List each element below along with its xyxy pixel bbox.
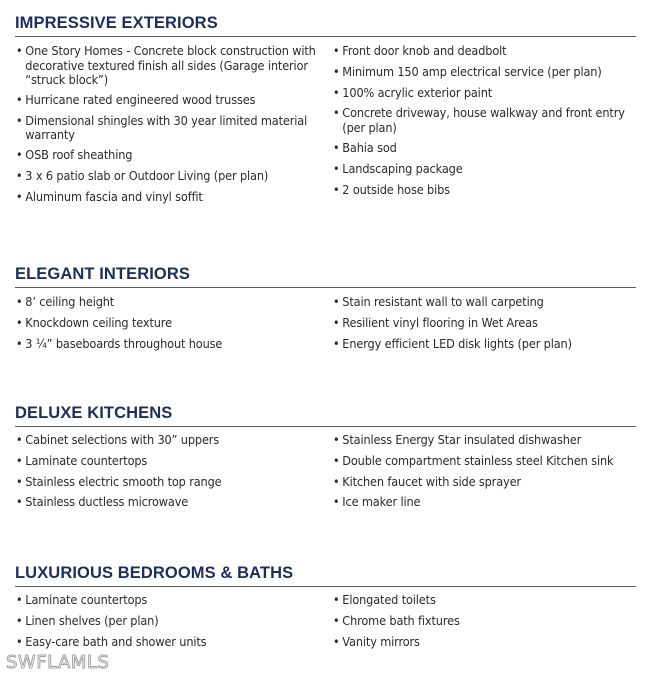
list-item: • 100% acrylic exterior paint [333, 86, 641, 101]
list-item: • Linen shelves (per plan) [16, 614, 324, 629]
list-item: • Energy efficient LED disk lights (per plan) [333, 337, 641, 352]
list-item: • Stain resistant wall to wall carpeting [333, 295, 641, 310]
section-divider [15, 426, 636, 427]
list-item: • Stainless ductless microwave [16, 495, 324, 510]
list-item: • Minimum 150 amp electrical service (per plan) [333, 65, 641, 80]
list-item: • Stainless Energy Star insulated dishwasher [333, 433, 641, 448]
list-item: • Laminate countertops [16, 593, 324, 608]
list-item: • Resilient vinyl flooring in Wet Areas [333, 316, 641, 331]
list-item: • Vanity mirrors [333, 635, 641, 650]
feature-list-left [16, 295, 316, 357]
list-item: • 2 outside hose bibs [333, 183, 641, 198]
feature-list-right [333, 593, 633, 655]
section-title: ELEGANT INTERIORS [15, 265, 190, 283]
list-item: • Landscaping package [333, 162, 641, 177]
list-item: • Double compartment stainless steel Kitchen sink [333, 454, 641, 469]
section-title: LUXURIOUS BEDROOMS & BATHS [15, 564, 294, 582]
section-title: DELUXE KITCHENS [15, 404, 173, 422]
feature-list-right [333, 295, 633, 357]
list-item: • Kitchen faucet with side sprayer [333, 475, 641, 490]
list-item: • 3 ¼” baseboards throughout house [16, 337, 324, 352]
list-item: • OSB roof sheathing [16, 148, 324, 163]
list-item: • Hurricane rated engineered wood trusses [16, 93, 324, 108]
feature-list-left [16, 433, 316, 516]
list-item: • Stainless electric smooth top range [16, 475, 324, 490]
mls-watermark: SWFLAMLS [6, 652, 110, 673]
section-divider [15, 586, 636, 587]
list-item: • Laminate countertops [16, 454, 324, 469]
list-item: • Knockdown ceiling texture [16, 316, 324, 331]
section-divider [15, 287, 636, 288]
list-item: • Chrome bath fixtures [333, 614, 641, 629]
feature-list-left [16, 44, 316, 211]
list-item: • Front door knob and deadbolt [333, 44, 641, 59]
list-item: • Concrete driveway, house walkway and front entry (per plan) [333, 106, 641, 135]
feature-list-left [16, 593, 316, 655]
section-divider [15, 36, 636, 37]
list-item: • 3 x 6 patio slab or Outdoor Living (per plan) [16, 169, 324, 184]
section-title: IMPRESSIVE EXTERIORS [15, 14, 218, 32]
list-item: • 8’ ceiling height [16, 295, 324, 310]
list-item: • Elongated toilets [333, 593, 641, 608]
feature-list-right [333, 44, 633, 203]
list-item: • Easy-care bath and shower units [16, 635, 324, 650]
list-item: • Bahia sod [333, 141, 641, 156]
feature-list-right [333, 433, 633, 516]
list-item: • Dimensional shingles with 30 year limited material warranty [16, 114, 324, 143]
list-item: • Aluminum fascia and vinyl soffit [16, 190, 324, 205]
list-item: • Ice maker line [333, 495, 641, 510]
list-item: • Cabinet selections with 30” uppers [16, 433, 324, 448]
list-item: • One Story Homes - Concrete block construction with decorative textured finish all sides (Garage interior “struck block”) [16, 44, 324, 88]
